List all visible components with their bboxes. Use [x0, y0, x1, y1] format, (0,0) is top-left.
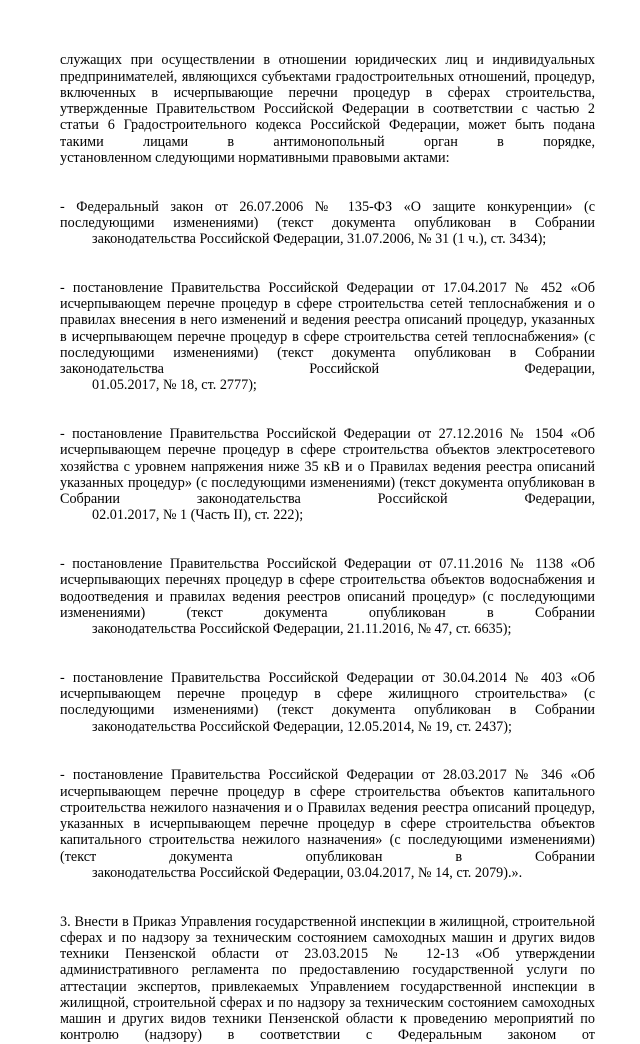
paragraph-item-3: [60, 897, 595, 1043]
paragraph-6-last-line: законодательства Российской Федерации, 12.05.2014, № 19, ст. 2437);: [92, 718, 512, 735]
paragraph-1-body: служащих при осуществлении в отношении юридических лиц и индивидуальных предпринимателей, являющихся субъектами градостроительных отношений, процедур, включенных в исчерпывающие перечни процедур в сферах строительства, утвержденные Правительством Российской Федерации в соответствии с частью 2 статьи 6 Градостроительного кодекса Российской Федерации, может быть подана такими лицами в антимонопольный орган в порядке,: [60, 52, 595, 150]
paragraph-decree-452: [60, 264, 595, 410]
paragraph-7-last-line: законодательства Российской Федерации, 03.04.2017, № 14, ст. 2079).».: [92, 864, 523, 881]
paragraph-5-last-line: законодательства Российской Федерации, 21.11.2016, № 47, ст. 6635);: [92, 621, 512, 637]
paragraph-2-body: - Федеральный закон от 26.07.2006 № 135-ФЗ «О защите конкуренции» (с последующими изменениями) (текст документа опубликован в Собрании: [60, 198, 595, 231]
paragraph-1-last-line: установленном следующими нормативными правовыми актами:: [60, 149, 450, 166]
paragraph-4-last-line: 02.01.2017, № 1 (Часть II), ст. 222);: [92, 507, 304, 524]
paragraph-6-body: - постановление Правительства Российской Федерации от 30.04.2014 № 403 «Об исчерпывающем перечне процедур в сфере жилищного строительства» (с последующими изменениями) (текст документа опубликован в Собрании: [60, 669, 595, 719]
paragraph-3-last-line: 01.05.2017, № 18, ст. 2777);: [92, 377, 257, 394]
paragraph-1: [60, 36, 595, 182]
paragraph-2-last-line: законодательства Российской Федерации, 31.07.2006, № 31 (1 ч.), ст. 3434);: [92, 231, 547, 247]
document-page: [60, 36, 595, 1044]
paragraph-7-body: - постановление Правительства Российской Федерации от 28.03.2017 № 346 «Об исчерпывающем перечне процедур в сфере строительства объектов капитального строительства нежилого назначения и о Правилах ведения реестра описаний процедур, указанных в исчерпывающем перечне процедур в сфере строительства объектов капитального строительства нежилого назначения» (с последующими изменениями) (текст документа опубликован в Собрании: [60, 767, 595, 865]
paragraph-8-body: 3. Внести в Приказ Управления государственной инспекции в жилищной, строительной сферах и по надзору за техническим состоянием самоходных машин и других видов техники Пензенской области от 23.03.2015 № 12-13 «Об утверждении административного регламента по предоставлению государственной услуги по аттестации экспертов, привлекаемых Управлением государственной инспекции в жилищной, строительной сферах и по надзору за техническим состоянием самоходных машин и других видов техники Пензенской области к проведению мероприятий по контролю (надзору) в соответствии с Федеральным законом от: [60, 913, 595, 1044]
paragraph-3-body: - постановление Правительства Российской Федерации от 17.04.2017 № 452 «Об исчерпывающем перечне процедур в сфере строительства сетей теплоснабжения и о правилах внесения в него изменений и ведения реестра описаний процедур, указанных в исчерпывающем перечне процедур в сфере строительства сетей теплоснабжения» (с последующими изменениями) (текст документа опубликован в Собрании законодательства Российской Федерации,: [60, 279, 595, 377]
paragraph-4-body: - постановление Правительства Российской Федерации от 27.12.2016 № 1504 «Об исчерпывающем перечне процедур в сфере строительства объектов электросетевого хозяйства с уровнем напряжения ниже 35 кВ и о Правилах ведения реестра описаний указанных процедур» (с последующими изменениями) (текст документа опубликован в Собрании законодательства Российской Федерации,: [60, 426, 595, 507]
paragraph-federal-law-135: [60, 182, 595, 263]
paragraph-decree-1138: [60, 540, 595, 654]
paragraph-5-body: - постановление Правительства Российской Федерации от 07.11.2016 № 1138 «Об исчерпывающих перечнях процедур в сфере строительства объектов водоснабжения и водоотведения и правилах ведения реестров описаний процедур» (с последующими изменениями) (текст документа опубликован в Собрании: [60, 556, 595, 621]
paragraph-decree-346: [60, 751, 595, 897]
paragraph-decree-403: [60, 654, 595, 752]
paragraph-decree-1504: [60, 410, 595, 540]
